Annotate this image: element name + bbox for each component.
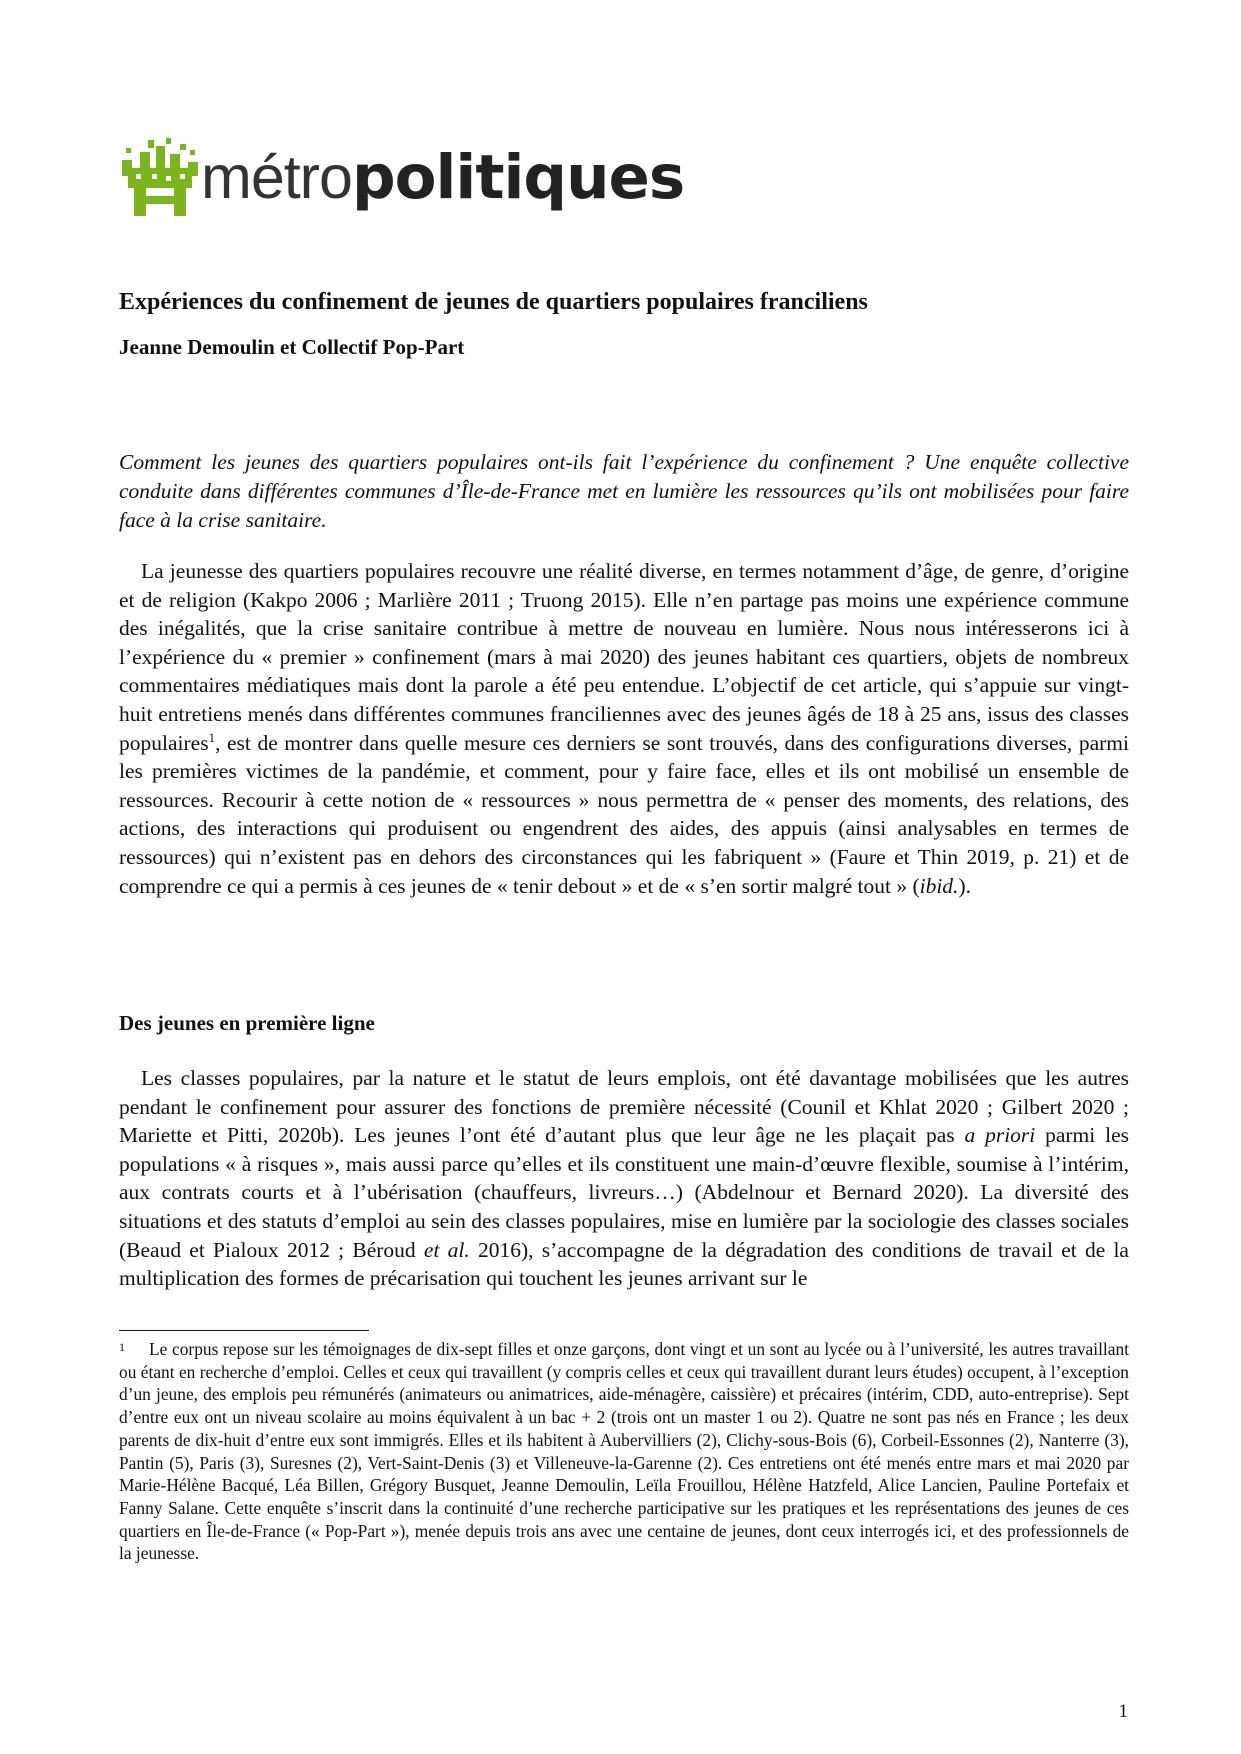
emphasis-text: et al. (423, 1237, 470, 1262)
metropolitiques-logo (122, 138, 722, 224)
emphasis-text: ibid. (919, 873, 959, 898)
paragraph-text: Les classes populaires, par la nature et le statut de leurs emplois, ont été davantage mobilisées que les autres pendant le confinement pour assurer des fonctions de première nécessité (Counil et Khlat 2020 ; Gilbert 2020 ; Mariette et Pitti, 2020b). Les jeunes l’ont été d’autant plus que leur âge ne les plaçait pas (119, 1066, 1129, 1148)
article-abstract: Comment les jeunes des quartiers populaires ont-ils fait l’expérience du confinement ? Une enquête collective conduite dans différentes communes d’Île-de-France met en lumière les ressources qu’ils ont mobilisées pour faire face à la crise sanitaire. (119, 450, 1129, 532)
logo-text-light: métro (201, 143, 352, 211)
paragraph-text: ). (958, 873, 971, 898)
body-paragraph-2 (119, 1064, 1129, 1293)
paragraph-text: 2016), s’accompagne de la dégradation des conditions de travail et de la multiplication des formes de précarisation qui touchent les jeunes arrivant sur le (119, 1237, 1129, 1291)
body-paragraph-1 (119, 557, 1129, 900)
section-heading: Des jeunes en première ligne (119, 1011, 375, 1035)
city-skyline-logo-icon (122, 138, 198, 218)
paragraph-text: , est de montrer dans quelle mesure ces derniers se sont trouvés, dans des configurations diverses, parmi les premières victimes de la pandémie, et comment, pour y faire face, elles et ils ont mobilisé un ensemble de ressources. Recourir à cette notion de « ressources » nous permettra de « penser des moments, des relations, des actions, des interactions qui produisent ou engendrent des aides, des appuis (ainsi analysables en termes de ressources) qui n’existent pas en dehors des circonstances qui les fabriquent » (Faure et Thin 2019, p. 21) et de comprendre ce qui a permis à ces jeunes de « tenir debout » et de « s’en sortir malgré tout » ( (119, 730, 1129, 898)
logo-text-bold: politiques (351, 142, 685, 213)
footnote-reference[interactable]: 1 (208, 729, 216, 745)
footnote (119, 1338, 1129, 1565)
footnote-text: Le corpus repose sur les témoignages de dix-sept filles et onze garçons, dont vingt et un sont au lycée ou à l’université, les autres travaillant ou étant en recherche d’emploi. Celles et ceux qui travaillent (y compris celles et ceux qui travaillent durant leurs études) occupent, à l’exception d’un jeune, des emplois peu rémunérés (animateurs ou animatrices, aide-ménagère, caissière) et précaires (intérim, CDD, auto-entreprise). Sept d’entre eux ont un niveau scolaire au moins équivalent à un bac + 2 (trois ont un master 1 ou 2). Quatre ne sont pas nés en France ; les deux parents de dix-huit d’entre eux sont immigrés. Elles et ils habitent à Aubervilliers (2), Clichy-sous-Bois (6), Corbeil-Essonnes (2), Nanterre (3), Pantin (5), Paris (3), Suresnes (2), Vert-Saint-Denis (3) et Villeneuve-la-Garenne (2). Ces entretiens ont été menés entre mars et mai 2020 par Marie-Hélène Bacqué, Léa Billen, Grégory Busquet, Jeanne Demoulin, Leïla Frouillou, Hélène Hatzfeld, Alice Lancien, Pauline Portefaix et Fanny Salane. Cette enquête s’inscrit dans la continuité d’une recherche participative sur les pratiques et les représentations des jeunes de ces quartiers en Île-de-France (« Pop-Part »), menée depuis trois ans avec une centaine de jeunes, dont ceux interrogés ici, et des professionnels de la jeunesse. (119, 1339, 1129, 1564)
emphasis-text: a priori (964, 1123, 1036, 1148)
footnote-separator (119, 1330, 369, 1331)
paragraph-text: La jeunesse des quartiers populaires recouvre une réalité diverse, en termes notamment d’âge, de genre, d’origine et de religion (Kakpo 2006 ; Marlière 2011 ; Truong 2015). Elle n’en partage pas moins une expérience commune des inégalités, que la crise sanitaire contribue à mettre de nouveau en lumière. Nous nous intéresserons ici à l’expérience du « premier » confinement (mars à mai 2020) des jeunes habitant ces quartiers, objets de nombreux commentaires médiatiques mais dont la parole a été peu entendue. L’objectif de cet article, qui s’appuie sur vingt-huit entretiens menés dans différentes communes franciliennes avec des jeunes âgés de 18 à 25 ans, issus des classes populaires (119, 559, 1129, 755)
paragraph-text: parmi les populations « à risques », mais aussi parce qu’elles et ils constituent une main-d’œuvre flexible, soumise à l’intérim, aux contrats courts et à l’ubérisation (chauffeurs, livreurs…) (Abdelnour et Bernard 2020). La diversité des situations et des statuts d’emploi au sein des classes populaires, mise en lumière par la sociologie des classes sociales (Beaud et Pialoux 2012 ; Béroud (119, 1123, 1129, 1262)
article-title: Expériences du confinement de jeunes de quartiers populaires franciliens (119, 289, 868, 315)
logo-wordmark (201, 140, 684, 215)
footnote-number: 1 (119, 1340, 125, 1354)
article-authors: Jeanne Demoulin et Collectif Pop-Part (119, 335, 465, 359)
page-number: 1 (1118, 1701, 1128, 1722)
